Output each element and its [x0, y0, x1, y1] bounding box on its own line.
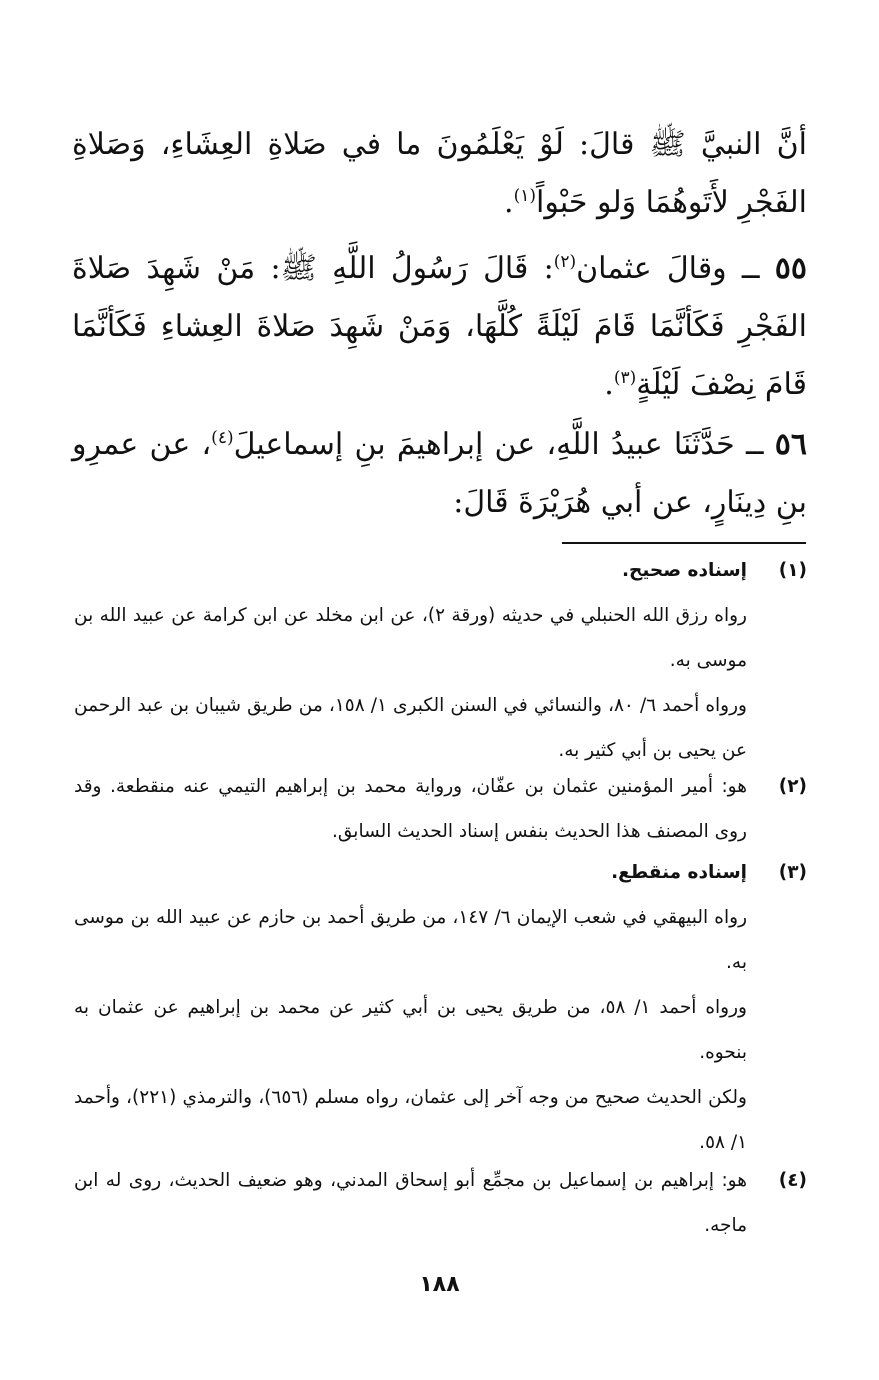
page-number: ١٨٨	[419, 1272, 460, 1297]
hadith-end: .	[504, 185, 514, 220]
hadith-text: : قَالَ رَسُولُ اللَّهِ ﷺ: مَنْ شَهِدَ صَلاةَ الفَجْرِ فَكَأنَّمَا قَامَ لَيْلَةً كُلَّهَا، وَمَنْ شَهِدَ صَلاةَ العِشاءِ فَكَأنَّمَا قَامَ نِصْفَ لَيْلَةٍ	[72, 251, 807, 402]
footnote-line: ورواه أحمد ١/ ٥٨، من طريق يحيى بن أبي كثير عن محمد بن إبراهيم عن عثمان به بنحوه.	[74, 997, 747, 1063]
footnote-ref-1: (١)	[513, 186, 536, 206]
hadith-56	[72, 416, 807, 532]
footnote-ref-4: (٤)	[211, 428, 234, 448]
footnote-line: رواه رزق الله الحنبلي في حديثه (ورقة ٢)، عن ابن مخلد عن ابن كرامة عن عبيد الله بن موسى به.	[74, 605, 747, 671]
footnote-line: ولكن الحديث صحيح من وجه آخر إلى عثمان، رواه مسلم (٦٥٦)، والترمذي (٢٢١)، وأحمد ١/ ٥٨.	[74, 1087, 747, 1153]
footnote-heading: إسناده منقطع.	[611, 862, 747, 883]
footnote-line: رواه البيهقي في شعب الإيمان ٦/ ١٤٧، من طريق أحمد بن حازم عن عبيد الله بن موسى به.	[74, 907, 747, 973]
footnote-3	[74, 850, 807, 1165]
footnote-2	[74, 764, 807, 854]
hadith-narrator: ــ وقالَ عثمان	[576, 251, 760, 286]
footnote-separator	[562, 542, 806, 544]
footnote-marker: (٤)	[778, 1170, 807, 1191]
footnote-marker: (١)	[778, 560, 807, 581]
hadith-end: .	[604, 367, 614, 402]
footnote-marker: (٣)	[778, 862, 807, 883]
footnote-1	[74, 548, 807, 773]
hadith-55	[72, 240, 807, 414]
footnote-line: هو: إبراهيم بن إسماعيل بن مجمِّع أبو إسحاق المدني، وهو ضعيف الحديث، روى له ابن ماجه.	[74, 1170, 747, 1236]
hadith-chain-a: ــ حَدَّثَنَا عبيدُ اللَّهِ، عن إبراهيمَ بنِ إسماعيلَ	[233, 427, 764, 462]
hadith-chain-b: ، عن عمرِو بنِ دِينَارٍ، عن أبي هُرَيْرَةَ قَالَ:	[72, 427, 807, 520]
hadith-number: ٥٦	[774, 427, 807, 462]
hadith-number: ٥٥	[774, 251, 808, 286]
footnote-4	[74, 1158, 807, 1248]
footnote-line: هو: أمير المؤمنين عثمان بن عفّان، ورواية محمد بن إبراهيم التيمي عنه منقطعة. وقد روى المصنف هذا الحديث بنفس إسناد الحديث السابق.	[74, 776, 747, 842]
footnote-line: ورواه أحمد ٦/ ٨٠، والنسائي في السنن الكبرى ١/ ١٥٨، من طريق شيبان بن عبد الرحمن عن يحيى بن أبي كثير به.	[74, 695, 747, 761]
hadith-paragraph-continuation	[72, 116, 807, 232]
footnote-ref-3: (٣)	[613, 368, 637, 388]
hadith-text: أنَّ النبيَّ ﷺ قالَ: لَوْ يَعْلَمُونَ ما في صَلاةِ العِشَاءِ، وَصَلاةِ الفَجْرِ لأَتَوهُمَا وَلو حَبْواً	[72, 127, 807, 220]
footnote-ref-2: (٢)	[553, 252, 577, 272]
footnote-marker: (٢)	[778, 776, 807, 797]
footnote-heading: إسناده صحيح.	[621, 560, 747, 581]
